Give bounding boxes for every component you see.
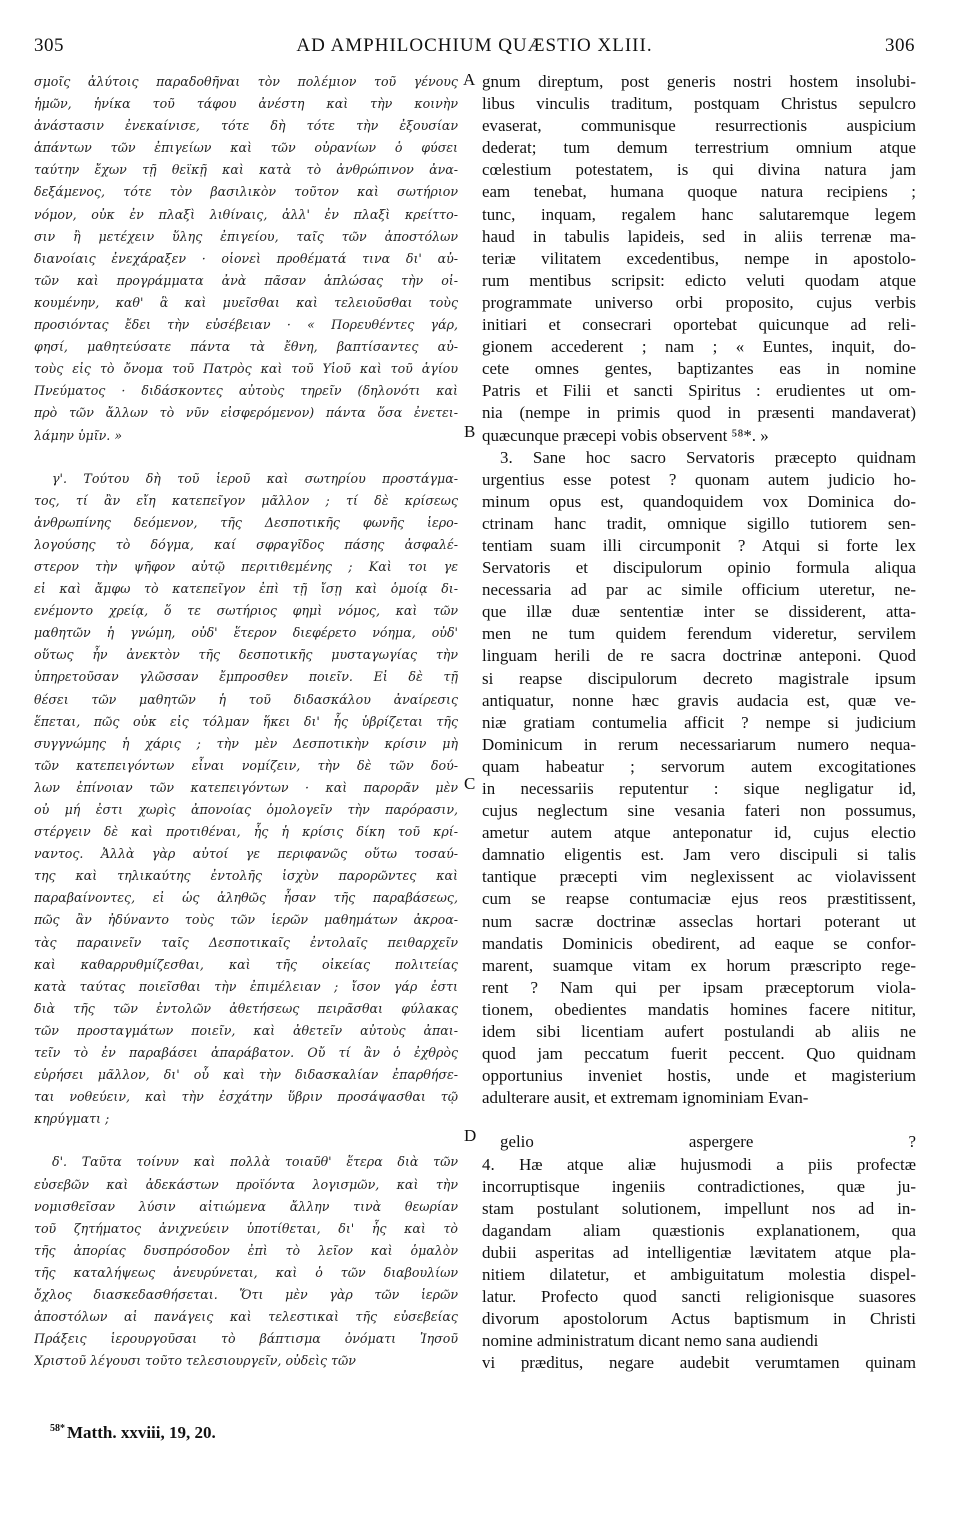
greek-text-line: ἡμῶν, ἡνίκα τοῦ τάφου ἀνέστη καὶ τὴν κοινὴν xyxy=(34,96,458,112)
latin-text-line: 3. Sane hoc sacro Servatoris præcepto quidnam xyxy=(500,447,916,467)
greek-text-line: σμοῖς ἀλύτοις παραδοθῆναι τὸν πολέμιον τοῦ γένους xyxy=(34,74,458,89)
margin-marker-c: C xyxy=(464,774,476,793)
greek-text-line: οὐ μή ἐστι χωρὶς ἀπονοίας ὁμολογεῖν τὴν παρόρασιν, xyxy=(34,802,458,817)
greek-text-line: τεῖν τὸ ἐν παραβάσει ἀπαράβατον. Οὔ τί ἂν ὁ ἐχθρὸς xyxy=(34,1045,458,1061)
latin-text-line: urgentius esse potest ? quonam autem judicio ho- xyxy=(482,469,916,489)
greek-text-line: τῆς καταλήψεως ἀνευρύνεται, καὶ ὁ τῶν διαβουλίων xyxy=(34,1264,458,1280)
greek-text-line: Πνεύματος · διδάσκοντες αὐτοὺς τηρεῖν (δηλονότι καὶ xyxy=(34,383,458,399)
latin-text-line: cum se reapse contumaciæ ejus reos præstitissent, xyxy=(482,889,916,909)
latin-text-line: ametur autem atque anteponatur id, cujus electio xyxy=(482,823,916,843)
latin-text-line: gelio aspergere ? xyxy=(500,1132,916,1152)
greek-text-line: παραβαίνοντες, εἰ ὡς ἀληθῶς ἦσαν τῆς παραβάσεως, xyxy=(34,890,458,906)
greek-text-line: εὐσεβῶν καὶ ἀδεκάστων προϊόντα λογισμῶν, καὶ τὴν xyxy=(34,1176,458,1192)
latin-text-line: si reapse discipulorum decreto magistrale ipsum xyxy=(482,668,916,688)
greek-text-line: τος, τί ἂν εἴη κατεπεῖγον μᾶλλον ; τί δὲ κρίσεως xyxy=(34,492,458,508)
greek-text-line: διὰ τῆς τῶν ἐντολῶν ἀθετήσεως πειρᾶσθαι φύλακας xyxy=(34,1000,458,1016)
greek-text-line: ενέμοντο χρείᾳ, ὅ τε σωτήριος φημὶ νόμος, καὶ τῶν xyxy=(34,603,458,619)
greek-text-line: στέργειν δὲ καὶ προτιθέναι, ἧς ἡ κρίσις δίκη τοῦ κρί- xyxy=(34,824,458,840)
latin-text-line: idem sibi licentiam aufert postulandi ab aliis ne xyxy=(482,1022,916,1042)
latin-text-line: quæcunque præcepi vobis observent ⁵⁸*. » xyxy=(482,425,769,445)
greek-text-line: κηρύγματι ; xyxy=(34,1111,110,1127)
latin-text-line: teriæ vilitatem excedentibus, nempe in apostolo- xyxy=(482,248,916,268)
latin-text-line: nia (nempe in primis quod in præsenti mandaverat) xyxy=(482,403,916,423)
latin-text-line: haud in tabulis lapideis, sed in aliis terrenæ ma- xyxy=(482,226,916,246)
latin-text-line: gnum direptum, post generis nostri hostem insolubi- xyxy=(482,72,916,91)
page-number-left: 305 xyxy=(34,35,64,56)
latin-text-line: nomine administratum dicant nemo sana audiendi xyxy=(482,1331,819,1351)
greek-text-line: νόμον, οὐκ ἐν πλαξὶ λιθίναις, ἀλλ' ἐν πλαξὶ κρείττο- xyxy=(34,206,458,222)
latin-text-line: Dominicum in rerum necessariarum numero nequa- xyxy=(482,734,916,754)
latin-text-line: que illæ duæ sententiæ inter se dissiderent, atta- xyxy=(482,602,916,622)
greek-text-line: ὑπηρετοῦσαν γλῶσσαν ἔμπροσθεν ποιεῖν. Εἰ δὲ τῇ xyxy=(34,669,458,685)
greek-text-line: ἀποστόλων αἱ πανάγεις καὶ τελεστικαὶ τῆς εὐσεβείας xyxy=(34,1309,458,1325)
greek-text-line: δεξάμενος, τότε τὸν βασιλικὸν τοῦτον καὶ σωτήριον xyxy=(34,184,458,200)
latin-text-line: in necessariis reputentur : sique negligatur id, xyxy=(482,779,916,798)
greek-text-line: συγγνώμης ἡ χάρις ; τὴν μὲν Δεσποτικὴν κρίσιν μὴ xyxy=(34,735,458,751)
latin-text-line: tantique præcepti vim neglexissent ac violavissent xyxy=(482,867,916,887)
greek-text-line: διανοίαις ἐνεχάραξεν · οἱονεὶ προθέματά τινα δι' αὐ- xyxy=(34,250,458,266)
latin-text-line: evaserat, communisque resurrectionis auspicium xyxy=(482,116,916,136)
latin-text-line: tionem, obedientes mandatis homines facere nititur, xyxy=(482,999,916,1019)
greek-text-line: ἀνάστασιν ἐνεκαίνισε, τότε δὴ τότε τὴν ἐξουσίαν xyxy=(34,118,458,134)
greek-text-line: φησί, μαθητεύσατε πάντα τὰ ἔθνη, βαπτίσαντες αὐ- xyxy=(34,339,458,355)
latin-text-line: cete omnes gentes, baptizantes eas in nomine xyxy=(482,359,916,379)
greek-text-line: ἕπεται, πῶς οὐκ εἰς τόλμαν ἥκει δι' ἧς ὑβρίζεται τῆς xyxy=(34,713,458,729)
running-title: AD AMPHILOCHIUM QUÆSTIO XLIII. xyxy=(296,35,653,56)
greek-text-line: προσιόντας ἔδει τὴν εὐσέβειαν · « Πορευθέντες γάρ, xyxy=(34,317,458,333)
greek-text-line: τῶν καὶ προγράμματα ἀνὰ πᾶσαν ἁπλώσας τὴν οἰ- xyxy=(34,272,458,288)
latin-text-line: tunc, inquam, regalem hanc salutaremque legem xyxy=(482,204,916,224)
margin-marker-b: B xyxy=(464,422,476,441)
greek-text-line: τῶν προσταγμάτων ποιεῖν, καὶ ἀθετεῖν αὐτοὺς ἀπαι- xyxy=(34,1022,458,1038)
latin-text-line: dederat; tum demum terrestrium omnium atque xyxy=(482,138,916,158)
footnote xyxy=(50,1423,216,1443)
page-number-right: 306 xyxy=(885,35,915,56)
greek-text-line: δ'. Ταῦτα τοίνυν καὶ πολλὰ τοιαῦθ' ἕτερα διὰ τῶν xyxy=(52,1154,458,1170)
latin-text-line: rent ? Nam qui per ipsam præceptorum viola- xyxy=(482,977,916,997)
latin-text-line: 4. Hæ atque aliæ hujusmodi a piis profectæ xyxy=(482,1154,916,1174)
latin-text-line: cujus neglectum sine vesania fateri non possumus, xyxy=(482,801,916,821)
paragraph-gap xyxy=(34,447,458,468)
latin-text-line: men ne tum quidem ferendum videretur, servilem xyxy=(482,624,916,644)
latin-text-line: libus vinculis traditum, postquam Christus sepulcro xyxy=(482,94,916,114)
latin-text-line: adulterare ausit, et extremam ignominiam Evan- xyxy=(482,1088,809,1108)
latin-text-line: cœlestium potestatem, is qui divina natura jam xyxy=(482,160,916,180)
latin-text-line: latur. Profecto quod sancti religionisque suasores xyxy=(482,1287,916,1307)
latin-text-line: num sacræ doctrinæ asseclas hortari poterant ut xyxy=(482,911,916,931)
greek-text-line: θέσει τῶν μαθητῶν ἡ τοῦ διδασκάλου ἀναίρεσις xyxy=(34,691,458,707)
latin-text-line: minum opus est, quandoquidem vox Dominica do- xyxy=(482,491,916,511)
latin-text-line: damnatio eligentis est. Jam vero discipuli si talis xyxy=(482,845,916,865)
greek-text-line: πῶς ἂν ἠδύναντο τοὺς τῶν ἱερῶν μαθημάτων ἀκροα- xyxy=(34,912,458,928)
greek-text-line: πρὸ τῶν ἄλλων τὸ νῦν εἰσφερόμενον) πάντα ὅσα ἐνετει- xyxy=(34,405,458,421)
latin-text-line: niæ gratiam contumelia afficit ? nempe si judicium xyxy=(482,712,916,732)
latin-text-line: Patris et Filii et sancti Spiritus : erudientes ut om- xyxy=(482,381,916,401)
greek-text-line: γ'. Τούτου δὴ τοῦ ἱεροῦ καὶ σωτηρίου προστάγμα- xyxy=(52,470,458,486)
greek-text-line: εἰ καὶ ἄμφω τὸ κατεπεῖγον ἐπὶ τῇ ἴσῃ καὶ ὁμοίᾳ δι- xyxy=(34,581,458,597)
greek-text-line: σιν ἢ μετέχειν ὕλης ἐπιγείου, ταῖς τῶν ἀποστόλων xyxy=(34,228,458,244)
paragraph-gap xyxy=(34,1130,458,1151)
latin-text-line: nitiem dilatetur, et ambiguitatum molestia dispel- xyxy=(482,1264,916,1284)
greek-text-line: οὕτως ἦν ἀνεκτὸν τῆς δεσποτικῆς μυσταγωγίας τὴν xyxy=(34,647,458,663)
latin-text-line: programmate universo orbi proposito, cujus verbis xyxy=(482,292,916,312)
greek-text-line: τοὺς εἰς τὸ ὄνομα τοῦ Πατρὸς καὶ τοῦ Υἱοῦ καὶ τοῦ ἁγίου xyxy=(34,361,458,377)
greek-text-line: ἁπάντων τῶν ἐπιγείων καὶ τῶν οὐρανίων ὁ φύσει xyxy=(34,140,458,156)
greek-text-line: λάμην ὑμῖν. » xyxy=(34,427,123,443)
latin-text-line: mandatis Dominicis obedirent, ad eaque se confor- xyxy=(482,933,916,953)
greek-text-line: της καὶ τηλικαύτης ἐντολῆς ἰσχὺν παρορῶντες καὶ xyxy=(34,868,458,884)
greek-text-line: Χριστοῦ λέγουσι τοῦτο τελεσιουργεῖν, οὐδεὶς τῶν xyxy=(34,1353,356,1369)
greek-text-line: στερον τὴν ψῆφον αὐτῷ περιτιθεμένης ; Καὶ τοι γε xyxy=(34,558,458,574)
latin-text-line: dubii asperitas ad intelligentiæ lævitatem atque pla- xyxy=(482,1242,916,1262)
latin-text-line: marent, suamque vitam ex horum præscripto rege- xyxy=(482,955,916,975)
latin-text-line: opportunius inveniet hostis, unde et magisterium xyxy=(482,1066,916,1086)
latin-text-line: stam postulant solutionem, impellunt nos ad in- xyxy=(482,1198,916,1218)
latin-text-line: ctrinam hanc tradit, omnique sigillo tutiorem sen- xyxy=(482,513,916,533)
latin-text-line: dagandam aliam quæstionis explanationem, qua xyxy=(482,1220,916,1240)
latin-text-line: incorruptisque ingeniis contradictiones, quæ ju- xyxy=(482,1176,916,1196)
latin-text-line: gionem accederent ; nam ; « Euntes, inquit, do- xyxy=(482,337,916,357)
greek-text-line: κουμένην, καθ' ἃ καὶ μυεῖσθαι καὶ τελειοῦσθαι τοὺς xyxy=(34,294,458,310)
latin-text-line: divorum apostolorum Actus baptismum in Christi xyxy=(482,1309,916,1329)
latin-text-line: necessaria ad par ac simile officium uteretur, ne- xyxy=(482,580,916,600)
latin-column xyxy=(482,71,916,1374)
latin-text-line: eam tenebat, humana quoque natura recipiens ; xyxy=(482,182,916,202)
running-header xyxy=(34,35,915,59)
greek-text-line: νομισθεῖσαν λύσιν αἰτιώμενα ἄλλην τινὰ θεωρίαν xyxy=(34,1198,458,1214)
footnote-mark: 58* xyxy=(50,1423,65,1435)
greek-text-line: ὄχλος διασκεδασθήσεται. Ὅτι μὲν γὰρ τῶν ἱερῶν xyxy=(34,1286,458,1302)
paragraph-gap xyxy=(482,1109,916,1131)
latin-text-line: antiquatur, nonne hæc gravis audacia est, quæ ve- xyxy=(482,690,916,710)
latin-text-line: Servatoris et discipulorum opinio formula aliqua xyxy=(482,558,916,578)
latin-text-line: initiari et consecrari oportebat quicunque ad reli- xyxy=(482,315,916,335)
greek-text-line: τοῦ ζητήματος ἀνιχνεύειν ὑποτίθεται, δι' ἧς καὶ τὸ xyxy=(34,1220,458,1236)
greek-text-line: ἀνθρωπίνης δεόμενον, τῆς Δεσποτικῆς φωνῆς ἱερο- xyxy=(34,514,458,530)
greek-text-line: λογούσης τὸ δόγμα, καί σφραγῖδος πάσης ἀσφαλέ- xyxy=(34,536,458,552)
greek-text-line: Πράξεις ἱερουργοῦσαι τὸ βάπτισμα ὀνόματι Ἰησοῦ xyxy=(34,1331,458,1347)
greek-text-line: μαθητῶν ἡ γνώμη, οὐδ' ἕτερον διεφέρετο νόημα, οὐδ' xyxy=(34,625,458,641)
footnote-text: Matth. xxviii, 19, 20. xyxy=(67,1423,216,1442)
margin-marker-d: D xyxy=(464,1126,477,1145)
latin-text-line: quam habeatur ; servorum autem excogitationes xyxy=(482,756,916,776)
latin-text-line: vi præditus, negare audebit verumtamen quinam xyxy=(482,1353,916,1373)
greek-text-line: κατὰ ταύτας ποιεῖσθαι τὴν ἐπιμέλειαν ; ἴσον γάρ ἐστι xyxy=(34,978,458,994)
greek-text-line: ταύτην ἔχων τῇ θεϊκῇ καὶ κατὰ τὸ ἀνθρώπινον ἀνα- xyxy=(34,162,458,178)
greek-text-line: ται νοθεύειν, καὶ τὴν ἐσχάτην ὕβριν προσάψασθαι τῷ xyxy=(34,1089,458,1105)
greek-text-line: καὶ καθαρρυθμίζεσθαι, καὶ τῆς οἰκείας πολιτείας xyxy=(34,956,458,972)
greek-text-line: λων ἐπίνοιαν τῶν κατεπειγόντων · καὶ παρορᾶν μὲν xyxy=(34,779,458,795)
greek-text-line: τῆς ἀπορίας δυσπρόσοδον ἐπὶ τὸ λεῖον καὶ ὁμαλὸν xyxy=(34,1242,458,1258)
latin-text-line: quod jam peccatum fuerit peccent. Quo quidnam xyxy=(482,1044,916,1064)
latin-text-line: rum mentibus scripsit: edicto veluti quodam atque xyxy=(482,270,916,290)
greek-text-line: τῶν κατεπειγόντων εἶναι νομίζειν, τὴν δὲ τῶν δού- xyxy=(34,757,458,773)
margin-marker-a: A xyxy=(463,70,476,89)
greek-text-line: εὑρήσει μᾶλλον, δι' οὗ καὶ τὴν διδασκαλίαν ἐπαρθήσε- xyxy=(34,1067,458,1083)
greek-text-line: τὰς παραινεῖν ταῖς Δεσποτικαῖς ἐντολαῖς πειθαρχεῖν xyxy=(34,934,458,950)
greek-text-line: ναντος. Ἀλλὰ γὰρ αὐτοί γε περιφανῶς οὕτω τοσαύ- xyxy=(34,846,458,862)
latin-text-line: tentiam suam illi circumponit ? Atqui si forte lex xyxy=(482,535,916,555)
latin-text-line: linguam herili de re sacra doctrinæ anteponi. Quod xyxy=(482,646,916,666)
greek-column xyxy=(34,71,458,1372)
